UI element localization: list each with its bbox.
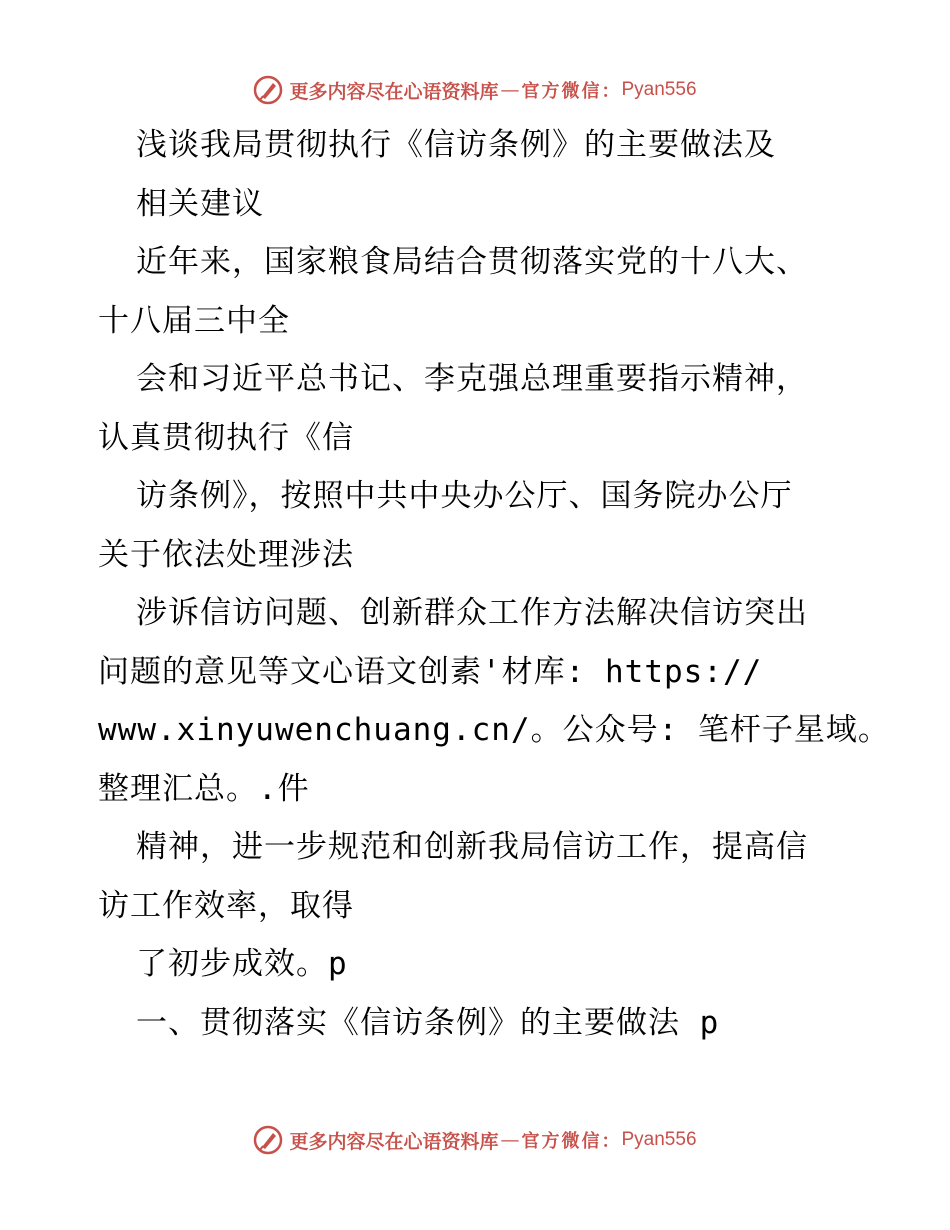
text-line: 相关建议 [136, 185, 264, 222]
text-line: 精神，进一步规范和创新我局信访工作，提高信 [136, 829, 808, 865]
text-line: 问题的意见等文心语文创素'材库: https:// [98, 653, 763, 690]
banner-title: 更多内容尽在心语资料库 [289, 80, 499, 103]
banner-title: 更多内容尽在心语资料库 [289, 1130, 499, 1153]
quill-pen-logo-icon [253, 1125, 283, 1155]
text-line: 浅谈我局贯彻执行《信访条例》的主要做法及 [136, 127, 776, 163]
text-line: 关于依法处理涉法 [98, 536, 354, 573]
banner-wechat-account: Pyan556 [621, 79, 697, 100]
text-line: 近年来，国家粮食局结合贯彻落实党的十八大、 [136, 244, 808, 280]
quill-pen-logo-icon [253, 75, 283, 105]
text-line: www.xinyuwenchuang.cn/。公众号: 笔杆子星域。 [98, 712, 890, 748]
text-line: 一、贯彻落实《信访条例》的主要做法 p [136, 1004, 720, 1041]
text-line: 访条例》，按照中共中央办公厅、国务院办公厅 [136, 478, 793, 514]
text-line: 会和习近平总书记、李克强总理重要指示精神， [136, 361, 808, 397]
banner-dash: — [500, 1129, 520, 1151]
banner-dash: — [500, 79, 520, 101]
text-line: 整理汇总。.件 [98, 770, 310, 807]
header-banner [0, 70, 950, 110]
banner-wechat-account: Pyan556 [621, 1129, 697, 1150]
banner-wechat-label: 官方微信： [521, 81, 622, 102]
banner-wechat-label: 官方微信： [521, 1131, 622, 1152]
text-line: 十八届三中全 [98, 302, 290, 339]
text-line: 访工作效率，取得 [98, 887, 354, 924]
document-body [98, 116, 890, 1052]
text-line: 涉诉信访问题、创新群众工作方法解决信访突出 [136, 595, 808, 631]
text-line: 了初步成效。p [136, 946, 348, 982]
footer-banner [0, 1120, 950, 1160]
text-line: 认真贯彻执行《信 [98, 419, 354, 456]
